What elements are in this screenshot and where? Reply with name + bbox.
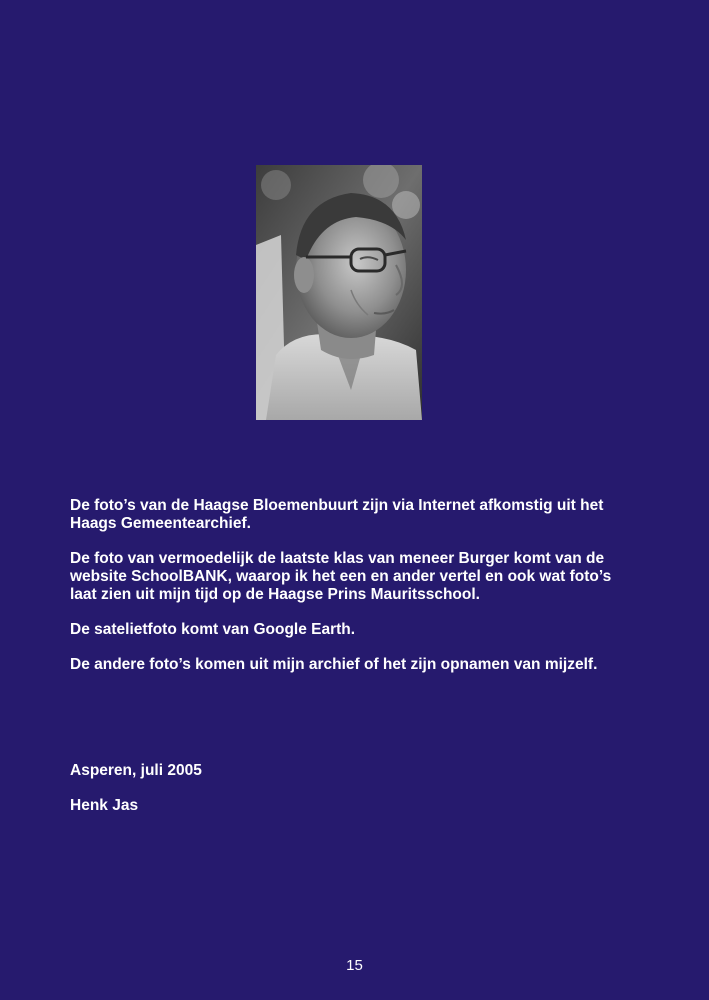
credits-text — [70, 497, 640, 691]
signoff — [70, 762, 470, 832]
paragraph-class-photo: De foto van vermoedelijk de laatste klas van meneer Burger komt van de website SchoolBANK, waarop ik het een en ander vertel en ook wat foto’s laat zien uit mijn tijd op de Haagse Prins Mauritsschool. — [70, 550, 612, 603]
paragraph-photo-sources: De foto’s van de Haagse Bloemenbuurt zijn via Internet afkomstig uit het Haags Gemeentearchief. — [70, 497, 604, 532]
paragraph-other-photos: De andere foto’s komen uit mijn archief of het zijn opnamen van mijzelf. — [70, 656, 598, 673]
paragraph-satellite-photo: De satelietfoto komt van Google Earth. — [70, 621, 356, 638]
place-date: Asperen, juli 2005 — [70, 762, 202, 779]
author-name: Henk Jas — [70, 797, 139, 814]
portrait-photo — [256, 165, 422, 420]
page-number: 15 — [346, 957, 363, 974]
